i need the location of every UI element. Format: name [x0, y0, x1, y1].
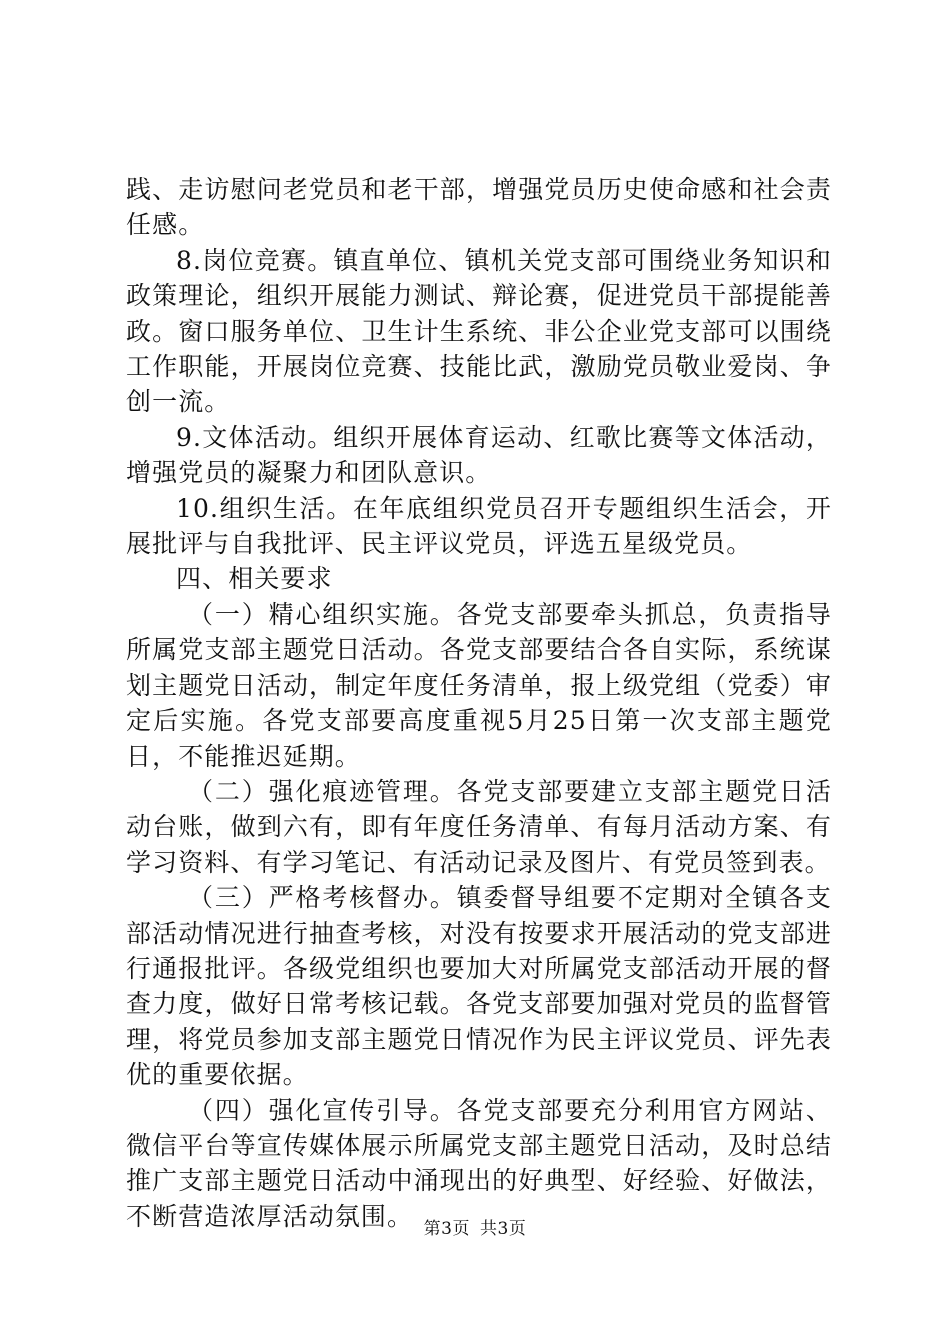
- paragraph-requirement-4: （四）强化宣传引导。各党支部要充分利用官方网站、微信平台等宣传媒体展示所属党支部主题党日活动，及时总结推广支部主题党日活动中涌现出的好典型、好经验、好做法，不断营造浓厚活动氛围。: [126, 1095, 832, 1231]
- document-body: [126, 172, 832, 1234]
- page-total: 共3页: [480, 1219, 527, 1239]
- paragraph-requirement-3: （三）严格考核督办。镇委督导组要不定期对全镇各支部活动情况进行抽查考核，对没有按要求开展活动的党支部进行通报批评。各级党组织也要加大对所属党支部活动开展的督查力度，做好日常考核记载。各党支部要加强对党员的监督管理，将党员参加支部主题党日情况作为民主评议党员、评先表优的重要依据。: [126, 883, 832, 1090]
- paragraph-requirement-2: （二）强化痕迹管理。各党支部要建立支部主题党日活动台账，做到六有，即有年度任务清单、有每月活动方案、有学习资料、有学习笔记、有活动记录及图片、有党员签到表。: [126, 776, 832, 877]
- paragraph-requirement-1: （一）精心组织实施。各党支部要牵头抓总，负责指导所属党支部主题党日活动。各党支部要结合各自实际，系统谋划主题党日活动，制定年度任务清单，报上级党组（党委）审定后实施。各党支部要高度重视5月25日第一次支部主题党日，不能推迟延期。: [126, 599, 832, 771]
- page-number: 第3页: [423, 1219, 470, 1239]
- paragraph-continuation: 践、走访慰问老党员和老干部，增强党员历史使命感和社会责任感。: [126, 175, 832, 240]
- paragraph-item-8: 8.岗位竞赛。镇直单位、镇机关党支部可围绕业务知识和政策理论，组织开展能力测试、辩论赛，促进党员干部提能善政。窗口服务单位、卫生计生系统、非公企业党支部可以围绕工作职能，开展岗位竞赛、技能比武，激励党员敬业爱岗、争创一流。: [126, 245, 832, 417]
- page-footer: [0, 1218, 950, 1240]
- section-heading-4: 四、相关要求: [176, 564, 333, 594]
- paragraph-item-9: 9.文体活动。组织开展体育运动、红歌比赛等文体活动，增强党员的凝聚力和团队意识。: [126, 422, 832, 488]
- paragraph-item-10: 10.组织生活。在年底组织党员召开专题组织生活会，开展批评与自我批评、民主评议党员，评选五星级党员。: [126, 493, 832, 559]
